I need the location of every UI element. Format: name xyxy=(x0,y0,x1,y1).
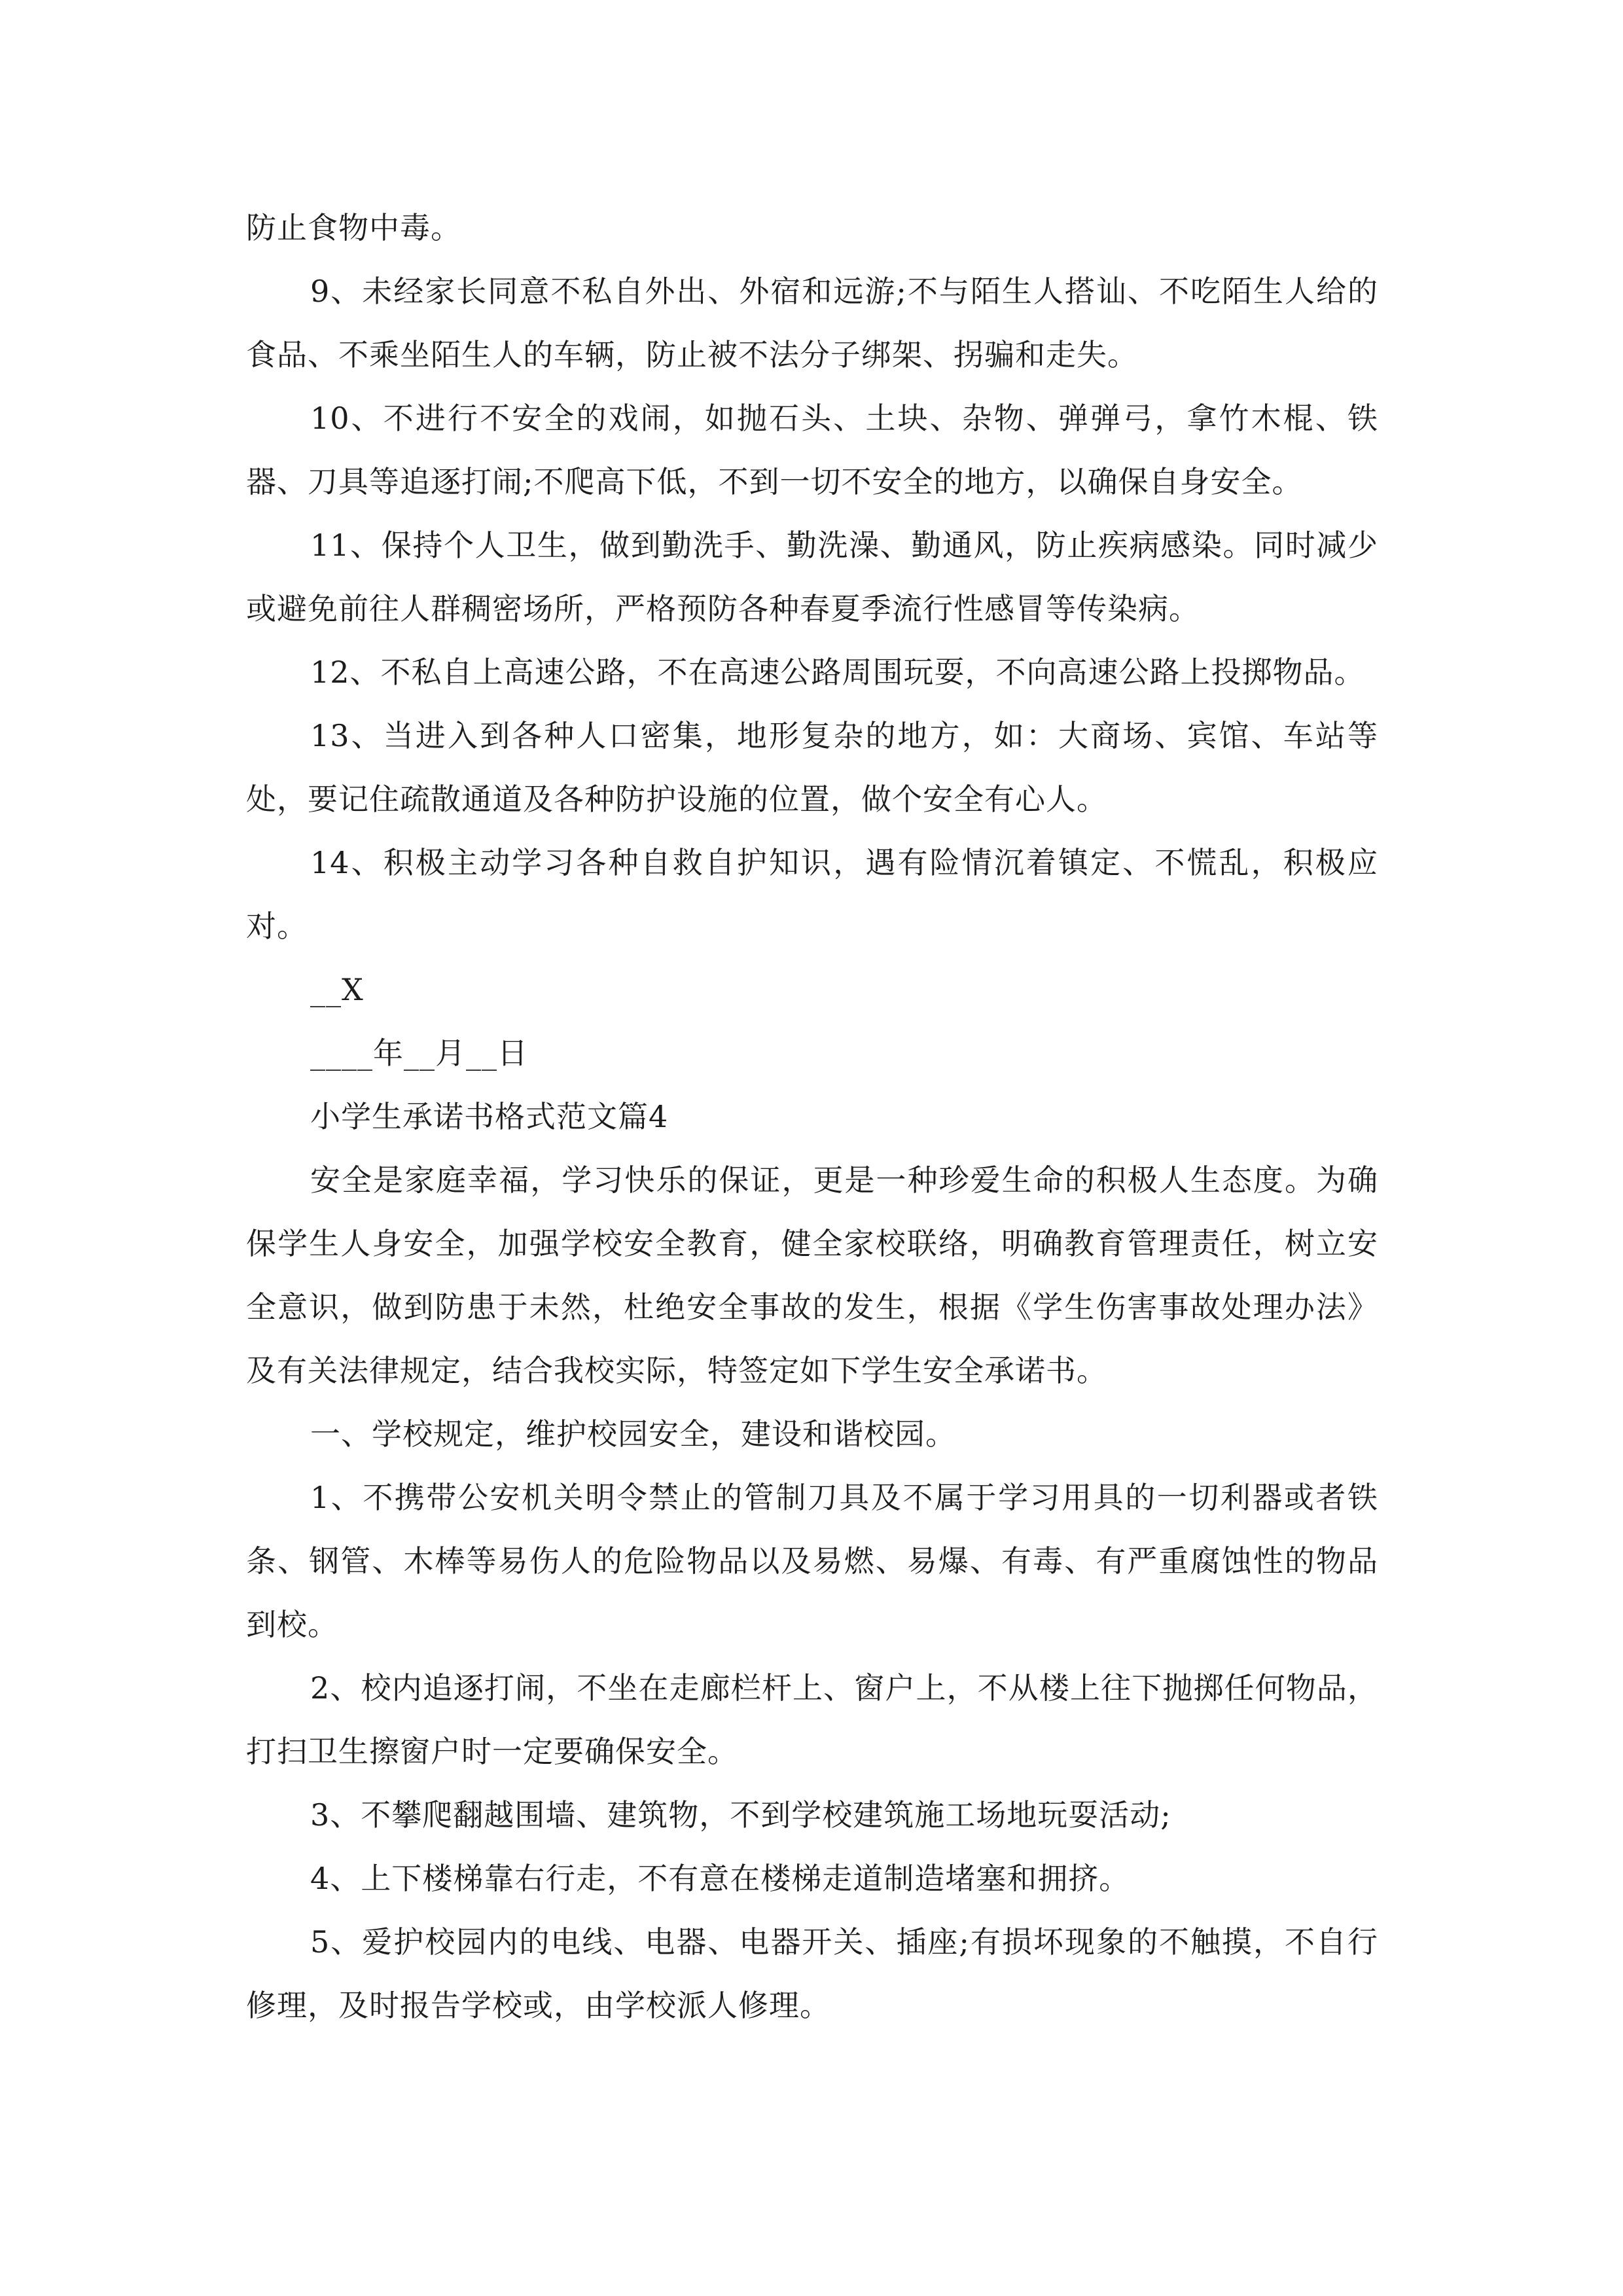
paragraph-2: 9、未经家长同意不私自外出、外宿和远游;不与陌生人搭讪、不吃陌生人给的食品、不乘坐陌生人的车辆，防止被不法分子绑架、拐骗和走失。 xyxy=(246,274,1378,372)
paragraph-intro: 安全是家庭幸福，学习快乐的保证，更是一种珍爱生命的积极人生态度。为确保学生人身安全，加强学校安全教育，健全家校联络，明确教育管理责任，树立安全意识，做到防患于未然，杜绝安全事故的发生，根据《学生伤害事故处理办法》及有关法律规定，结合我校实际，特签定如下学生安全承诺书。 xyxy=(246,1162,1378,1388)
signature-line: __X xyxy=(310,972,364,1007)
paragraph-rule-4: 4、上下楼梯靠右行走，不有意在楼梯走道制造堵塞和拥挤。 xyxy=(310,1861,1130,1896)
paragraph-1: 防止食物中毒。 xyxy=(246,210,461,245)
paragraph-rule-1: 1、不携带公安机关明令禁止的管制刀具及不属于学习用具的一切利器或者铁条、钢管、木棒等易伤人的危险物品以及易燃、易爆、有毒、有严重腐蚀性的物品到校。 xyxy=(246,1480,1378,1642)
paragraph-rule-5: 5、爱护校园内的电线、电器、电器开关、插座;有损坏现象的不触摸，不自行修理，及时报告学校或，由学校派人修理。 xyxy=(246,1924,1378,2023)
paragraph-7: 14、积极主动学习各种自救自护知识，遇有险情沉着镇定、不慌乱，积极应对。 xyxy=(246,845,1378,944)
section-heading: 小学生承诺书格式范文篇4 xyxy=(310,1099,669,1134)
paragraph-6: 13、当进入到各种人口密集，地形复杂的地方，如：大商场、宾馆、车站等处，要记住疏散通道及各种防护设施的位置，做个安全有心人。 xyxy=(246,718,1378,817)
paragraph-rule-3: 3、不攀爬翻越围墙、建筑物，不到学校建筑施工场地玩耍活动; xyxy=(310,1797,1171,1833)
document-body xyxy=(246,196,1378,2037)
date-line: ____年__月__日 xyxy=(310,1035,528,1071)
paragraph-rule-2: 2、校内追逐打闹，不坐在走廊栏杆上、窗户上，不从楼上往下抛掷任何物品，打扫卫生擦窗户时一定要确保安全。 xyxy=(246,1670,1378,1769)
paragraph-rule-heading: 一、学校规定，维护校园安全，建设和谐校园。 xyxy=(310,1416,956,1452)
paragraph-5: 12、不私自上高速公路，不在高速公路周围玩耍，不向高速公路上投掷物品。 xyxy=(310,655,1365,690)
paragraph-3: 10、不进行不安全的戏闹，如抛石头、土块、杂物、弹弹弓，拿竹木棍、铁器、刀具等追逐打闹;不爬高下低，不到一切不安全的地方，以确保自身安全。 xyxy=(246,401,1378,499)
paragraph-4: 11、保持个人卫生，做到勤洗手、勤洗澡、勤通风，防止疾病感染。同时减少或避免前往人群稠密场所，严格预防各种春夏季流行性感冒等传染病。 xyxy=(246,528,1378,626)
